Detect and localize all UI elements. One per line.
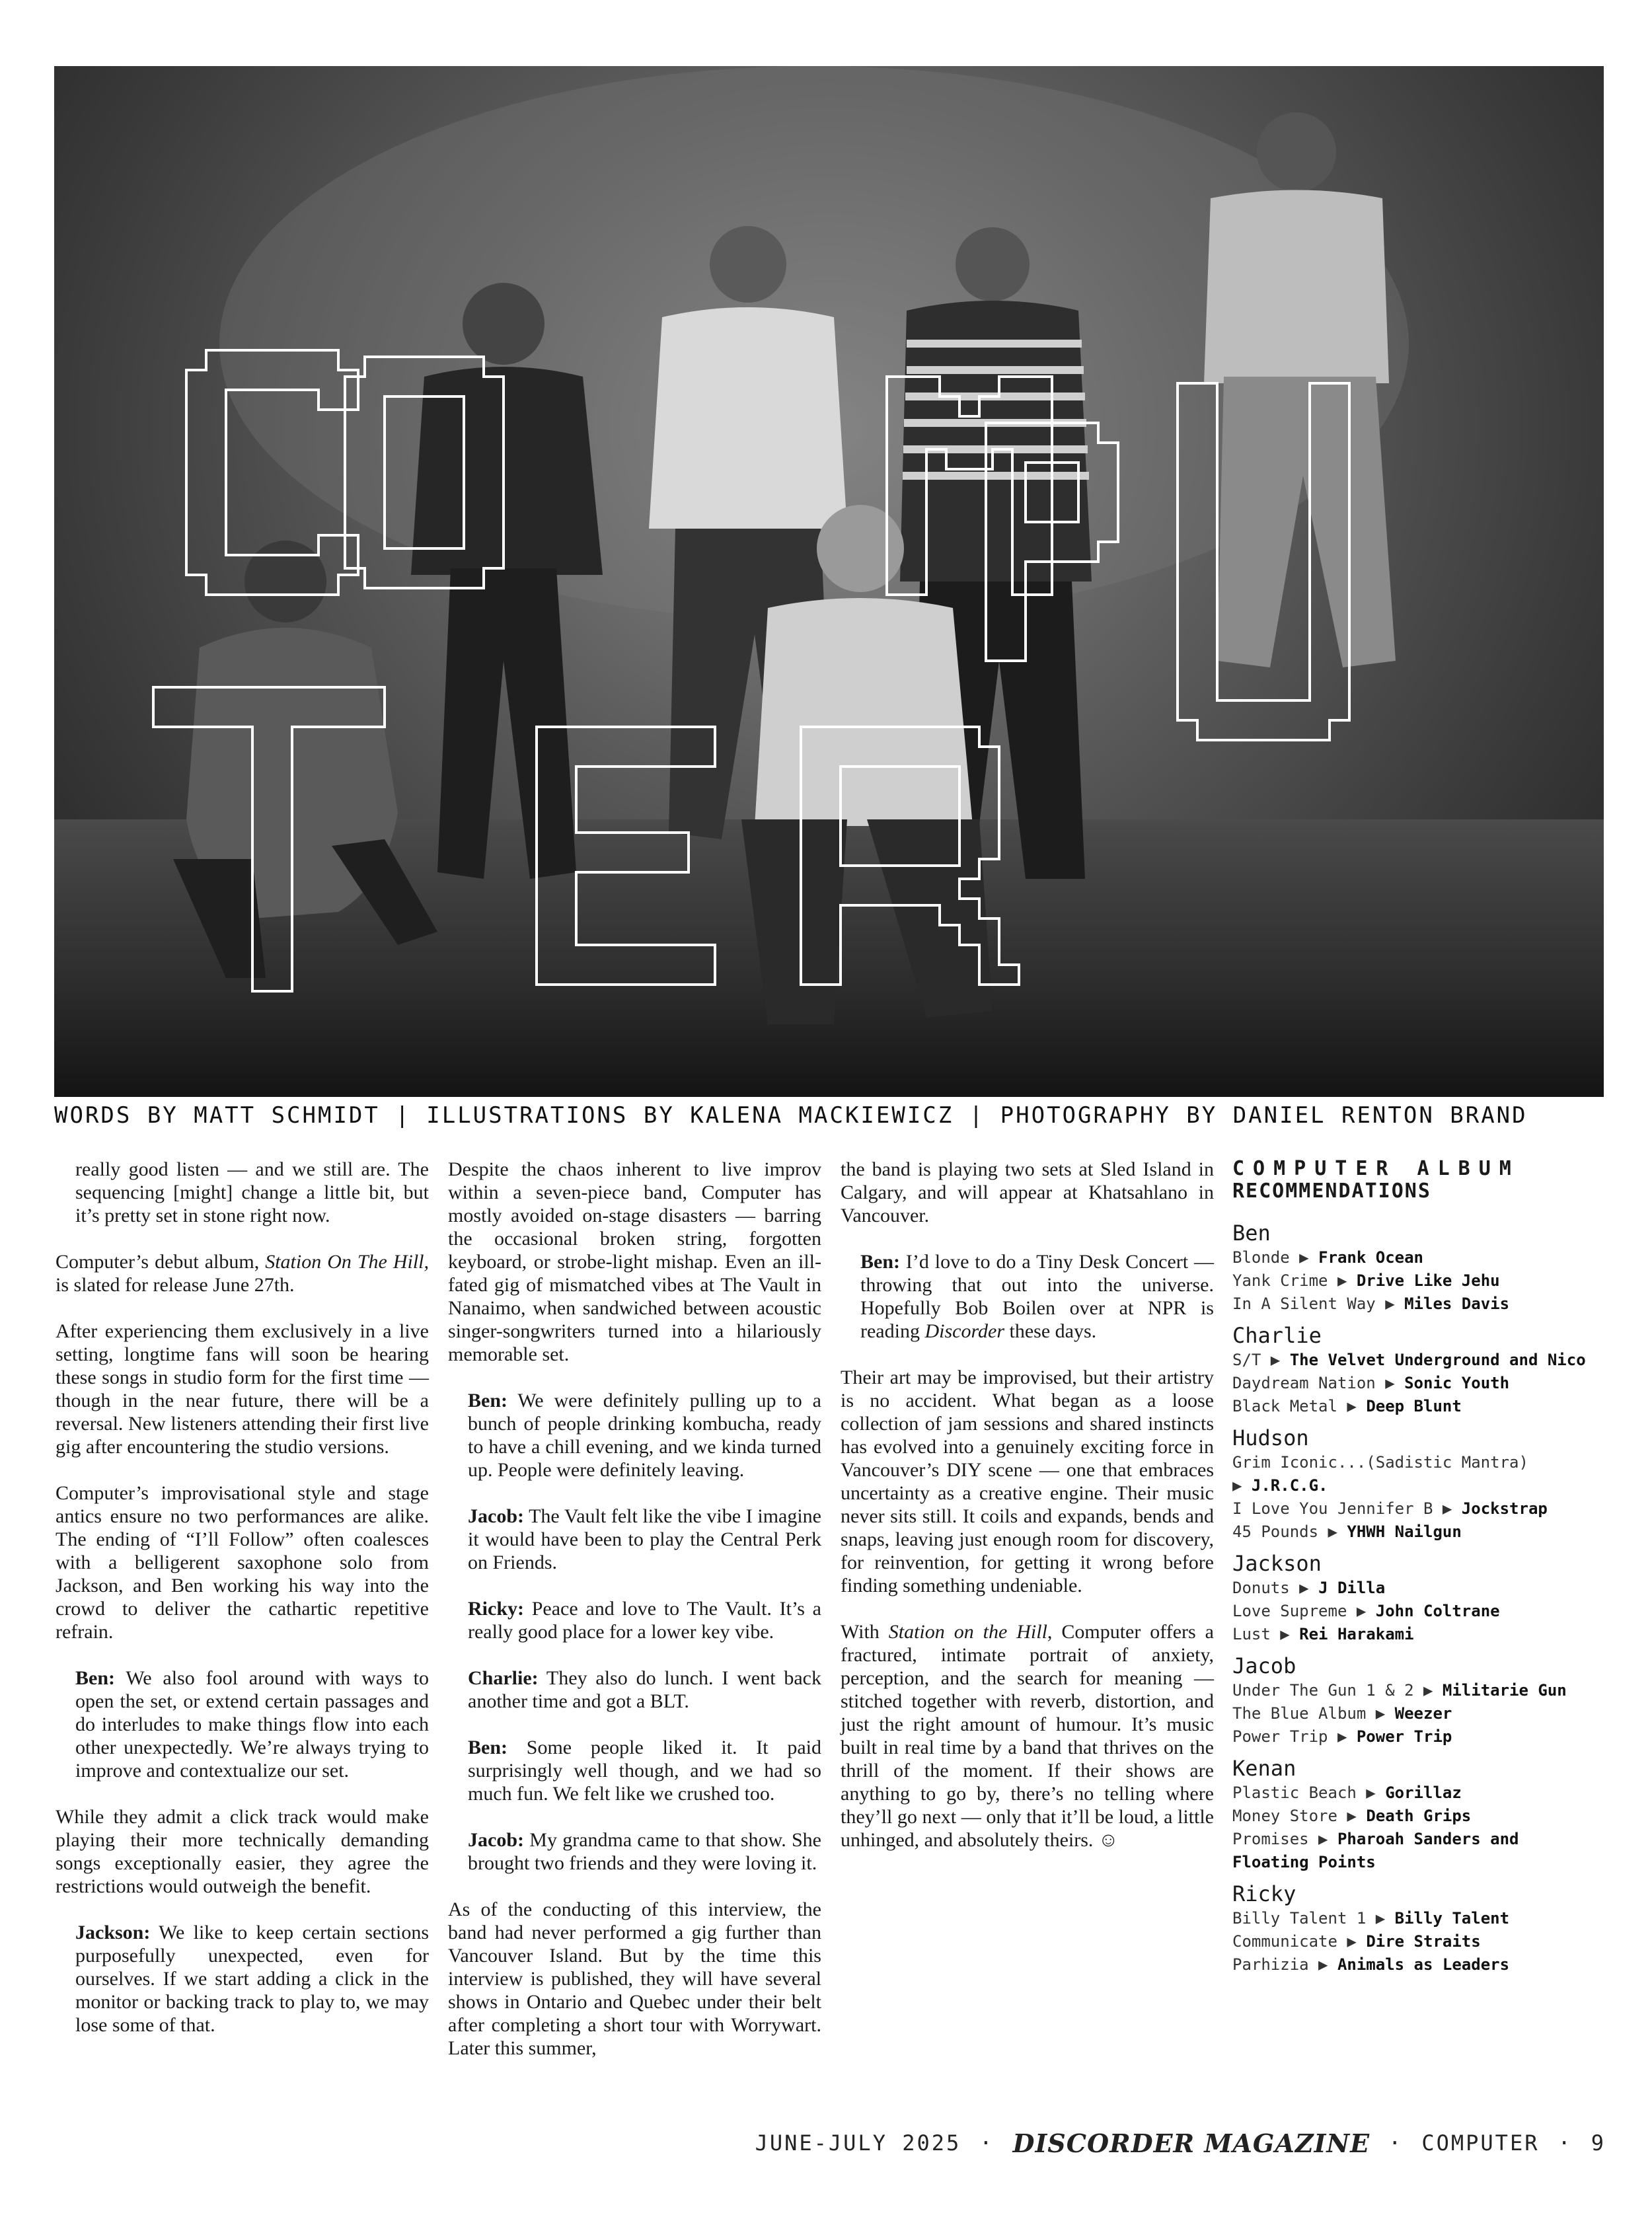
play-arrow-icon: ▶ bbox=[1308, 1830, 1337, 1848]
paragraph: really good listen — and we still are. The sequencing [might] change a little bit, but it’s pretty set in stone right now. bbox=[75, 1158, 429, 1226]
section-name: COMPUTER bbox=[1421, 2130, 1540, 2156]
paragraph: With Station on the Hill, Computer offers a fractured, intimate portrait of anxiety, perception, and the search for meaning — stitched together with reverb, distortion, and just the right amount of humour. It’s music built in real time by a band that thrives on the thrill of the moment. If their shows are anything to go by, there’s no telling where they’ll go next — only that it’ll be loud, a little unhinged, and absolutely theirs. ☺ bbox=[841, 1621, 1214, 1851]
rec-item bbox=[1232, 1520, 1602, 1544]
rec-album: Love Supreme bbox=[1232, 1602, 1347, 1620]
rec-album: Blonde bbox=[1232, 1248, 1290, 1267]
rec-item bbox=[1232, 1828, 1602, 1851]
rec-person-name: Jacob bbox=[1232, 1653, 1296, 1678]
page-number: 9 bbox=[1591, 2130, 1606, 2156]
paragraph: Computer’s improvisational style and stage antics ensure no two performances are alike. The ending of “I’ll Follow” often coalesces with a belligerent saxophone solo from Jackson, and Ben working his way into the crowd to deliver the cathartic repetitive refrain. bbox=[56, 1482, 429, 1643]
rec-item bbox=[1232, 1349, 1602, 1372]
rec-artist: Billy Talent bbox=[1394, 1909, 1510, 1928]
paragraph: the band is playing two sets at Sled Island in Calgary, and will appear at Khatsahlano in Vancouver. bbox=[841, 1158, 1214, 1226]
play-arrow-icon: ▶ bbox=[1366, 1909, 1395, 1928]
quote: Jacob: My grandma came to that show. She brought two friends and they were loving it. bbox=[468, 1829, 821, 1874]
play-arrow-icon: ▶ bbox=[1356, 1783, 1386, 1802]
paragraph: As of the conducting of this interview, the band had never performed a gig further than Vancouver Island. But by the time this interview is published, they will have several shows in Ontario and Quebec under their belt after completing a short tour with Worrywart. Later this summer, bbox=[448, 1898, 821, 2059]
rec-item bbox=[1232, 1907, 1602, 1930]
rec-item bbox=[1232, 1930, 1602, 1953]
paragraph: Despite the chaos inherent to live improv within a seven-piece band, Computer has mostly avoided on-stage disasters — barring the occasional broken string, forgotten keyboard, or strobe-light mishap. Even an ill-fated gig of mismatched vibes at The Vault in Nanaimo, when sandwiched between acoustic singer-songwriters turned into a hilariously memorable set. bbox=[448, 1158, 821, 1365]
rec-item bbox=[1232, 1953, 1602, 1976]
rec-album: Under The Gun 1 & 2 bbox=[1232, 1681, 1414, 1700]
rec-album: Plastic Beach bbox=[1232, 1783, 1357, 1802]
album-recommendations bbox=[1232, 1158, 1602, 1976]
rec-artist: Weezer bbox=[1394, 1704, 1452, 1723]
play-arrow-icon: ▶ bbox=[1232, 1476, 1252, 1495]
rec-album: In A Silent Way bbox=[1232, 1295, 1376, 1313]
rec-item bbox=[1232, 1782, 1602, 1805]
rec-item bbox=[1232, 1725, 1602, 1748]
rec-artist: YHWH Nailgun bbox=[1347, 1522, 1462, 1541]
rec-album: Promises bbox=[1232, 1830, 1309, 1848]
magazine-name: DISCORDER MAGAZINE bbox=[1012, 2128, 1370, 2158]
page-footer bbox=[727, 2126, 1606, 2159]
rec-item bbox=[1232, 1577, 1602, 1600]
rec-album: Parhizia bbox=[1232, 1955, 1309, 1974]
article-column-2 bbox=[448, 1158, 821, 2083]
quote: Charlie: They also do lunch. I went back another time and got a BLT. bbox=[468, 1667, 821, 1712]
rec-item bbox=[1232, 1451, 1602, 1474]
rec-album: Money Store bbox=[1232, 1807, 1337, 1825]
play-arrow-icon: ▶ bbox=[1318, 1522, 1347, 1541]
rec-album: Daydream Nation bbox=[1232, 1374, 1376, 1392]
separator-dot: · bbox=[979, 2130, 995, 2156]
rec-item bbox=[1232, 1474, 1602, 1497]
rec-artist: Floating Points bbox=[1232, 1853, 1376, 1871]
play-arrow-icon: ▶ bbox=[1433, 1499, 1462, 1518]
rec-artist: J Dilla bbox=[1318, 1579, 1386, 1597]
separator-dot: · bbox=[1388, 2130, 1404, 2156]
rec-album: 45 Pounds bbox=[1232, 1522, 1319, 1541]
play-arrow-icon: ▶ bbox=[1328, 1727, 1357, 1746]
rec-person-name: Charlie bbox=[1232, 1323, 1322, 1348]
play-arrow-icon: ▶ bbox=[1337, 1932, 1367, 1951]
rec-album: The Blue Album bbox=[1232, 1704, 1367, 1723]
rec-artist: Death Grips bbox=[1366, 1807, 1472, 1825]
paragraph: While they admit a click track would make playing their more technically demanding songs exceptionally easier, they agree the restrictions would outweigh the benefit. bbox=[56, 1806, 429, 1897]
rec-album: Billy Talent 1 bbox=[1232, 1909, 1367, 1928]
rec-artist: Frank Ocean bbox=[1318, 1248, 1424, 1267]
rec-album: I Love You Jennifer B bbox=[1232, 1499, 1433, 1518]
quote: Jacob: The Vault felt like the vibe I imagine it would have been to play the Central Perk on Friends. bbox=[468, 1505, 821, 1573]
rec-artist: Jockstrap bbox=[1461, 1499, 1548, 1518]
article-column-3 bbox=[841, 1158, 1214, 1875]
rec-item bbox=[1232, 1805, 1602, 1828]
quote: Ben: We were definitely pulling up to a bunch of people drinking kombucha, ready to have a chill evening, and we kinda turned up. People were definitely leaving. bbox=[468, 1390, 821, 1481]
rec-artist: Gorillaz bbox=[1385, 1783, 1462, 1802]
rec-item bbox=[1232, 1679, 1602, 1702]
rec-artist: J.R.C.G. bbox=[1251, 1476, 1328, 1495]
rec-artist: Sonic Youth bbox=[1404, 1374, 1510, 1392]
article-column-1 bbox=[56, 1158, 429, 2060]
rec-album: Black Metal bbox=[1232, 1397, 1337, 1415]
rec-item bbox=[1232, 1497, 1602, 1520]
rec-artist: The Velvet Underground and Nico bbox=[1289, 1351, 1586, 1369]
quote: Ben: Some people liked it. It paid surprisingly well though, and we had so much fun. We felt like we crushed too. bbox=[468, 1737, 821, 1805]
play-arrow-icon: ▶ bbox=[1375, 1295, 1405, 1313]
recommendations-list bbox=[1232, 1220, 1602, 1976]
rec-album: Yank Crime bbox=[1232, 1271, 1328, 1290]
paragraph: After experiencing them exclusively in a live setting, longtime fans will soon be hearing these songs in studio form for the first time — though in the near future, there will be a reversal. New listeners attending their first live gig after encountering the studio versions. bbox=[56, 1320, 429, 1458]
rec-album: S/T bbox=[1232, 1351, 1261, 1369]
rec-artist: Animals as Leaders bbox=[1337, 1955, 1510, 1974]
play-arrow-icon: ▶ bbox=[1328, 1271, 1357, 1290]
rec-album: Lust bbox=[1232, 1625, 1271, 1643]
quote: Ben: I’d love to do a Tiny Desk Concert — throwing that out into the universe. Hopefully Bob Boilen over at NPR is reading Discorder these days. bbox=[860, 1251, 1214, 1342]
play-arrow-icon: ▶ bbox=[1413, 1681, 1443, 1700]
rec-artist: Dire Straits bbox=[1366, 1932, 1481, 1951]
rec-artist: Miles Davis bbox=[1404, 1295, 1510, 1313]
rec-album: Donuts bbox=[1232, 1579, 1290, 1597]
rec-item bbox=[1232, 1246, 1602, 1269]
issue-date: JUNE-JULY 2025 bbox=[755, 2130, 961, 2156]
rec-person-name: Jackson bbox=[1232, 1551, 1322, 1576]
rec-artist: Rei Harakami bbox=[1299, 1625, 1414, 1643]
play-arrow-icon: ▶ bbox=[1366, 1704, 1395, 1723]
play-arrow-icon: ▶ bbox=[1337, 1397, 1367, 1415]
rec-item bbox=[1232, 1851, 1602, 1874]
play-arrow-icon: ▶ bbox=[1347, 1602, 1376, 1620]
play-arrow-icon: ▶ bbox=[1270, 1625, 1300, 1643]
play-arrow-icon: ▶ bbox=[1375, 1374, 1405, 1392]
credits-line: WORDS BY MATT SCHMIDT | ILLUSTRATIONS BY KALENA MACKIEWICZ | PHOTOGRAPHY BY DANIEL RENTON BRAND bbox=[54, 1102, 1528, 1129]
rec-person-name: Ben bbox=[1232, 1220, 1271, 1246]
quote: Jackson: We like to keep certain sections purposefully unexpected, even for ourselves. If we start adding a click in the monitor or backing track to play to, we may lose some of that. bbox=[75, 1922, 429, 2036]
rec-artist: Drive Like Jehu bbox=[1356, 1271, 1500, 1290]
paragraph: Their art may be improvised, but their artistry is no accident. What began as a loose collection of jam sessions and shared instincts has evolved into a genuinely exciting force in Vancouver’s DIY scene — one that embraces uncertainty as a creative engine. Their music never sits still. It coils and expands, bends and snaps, leaving just enough room for discovery, for reinvention, for getting it wrong before finding something undeniable. bbox=[841, 1367, 1214, 1596]
rec-artist: Pharoah Sanders and bbox=[1337, 1830, 1519, 1848]
rec-album: Grim Iconic...(Sadistic Mantra) bbox=[1232, 1453, 1528, 1472]
rec-artist: Deep Blunt bbox=[1366, 1397, 1462, 1415]
rec-item bbox=[1232, 1372, 1602, 1395]
play-arrow-icon: ▶ bbox=[1289, 1579, 1319, 1597]
play-arrow-icon: ▶ bbox=[1261, 1351, 1290, 1369]
rec-person-name: Hudson bbox=[1232, 1425, 1309, 1450]
rec-item bbox=[1232, 1702, 1602, 1725]
rec-person-name: Ricky bbox=[1232, 1881, 1296, 1906]
band-photo bbox=[54, 66, 1604, 1097]
rec-person-name: Kenan bbox=[1232, 1756, 1296, 1781]
band-silhouettes bbox=[54, 66, 1604, 1097]
recommendations-heading: COMPUTER ALBUM RECOMMENDATIONS bbox=[1232, 1157, 1520, 1203]
rec-item bbox=[1232, 1269, 1602, 1293]
play-arrow-icon: ▶ bbox=[1337, 1807, 1367, 1825]
rec-item bbox=[1232, 1395, 1602, 1418]
rec-item bbox=[1232, 1623, 1602, 1646]
rec-artist: Militarie Gun bbox=[1442, 1681, 1567, 1700]
rec-artist: John Coltrane bbox=[1375, 1602, 1500, 1620]
separator-dot: · bbox=[1558, 2130, 1573, 2156]
quote: Ricky: Peace and love to The Vault. It’s a really good place for a lower key vibe. bbox=[468, 1598, 821, 1643]
play-arrow-icon: ▶ bbox=[1308, 1955, 1337, 1974]
rec-album: Communicate bbox=[1232, 1932, 1337, 1951]
quote: Ben: We also fool around with ways to open the set, or extend certain passages and do interludes to make things flow into each other unexpectedly. We’re always trying to improve and contextualize our set. bbox=[75, 1667, 429, 1782]
rec-item bbox=[1232, 1600, 1602, 1623]
rec-artist: Power Trip bbox=[1356, 1727, 1452, 1746]
play-arrow-icon: ▶ bbox=[1289, 1248, 1319, 1267]
paragraph: Computer’s debut album, Station On The Hill, is slated for release June 27th. bbox=[56, 1251, 429, 1296]
rec-item bbox=[1232, 1293, 1602, 1316]
rec-album: Power Trip bbox=[1232, 1727, 1328, 1746]
